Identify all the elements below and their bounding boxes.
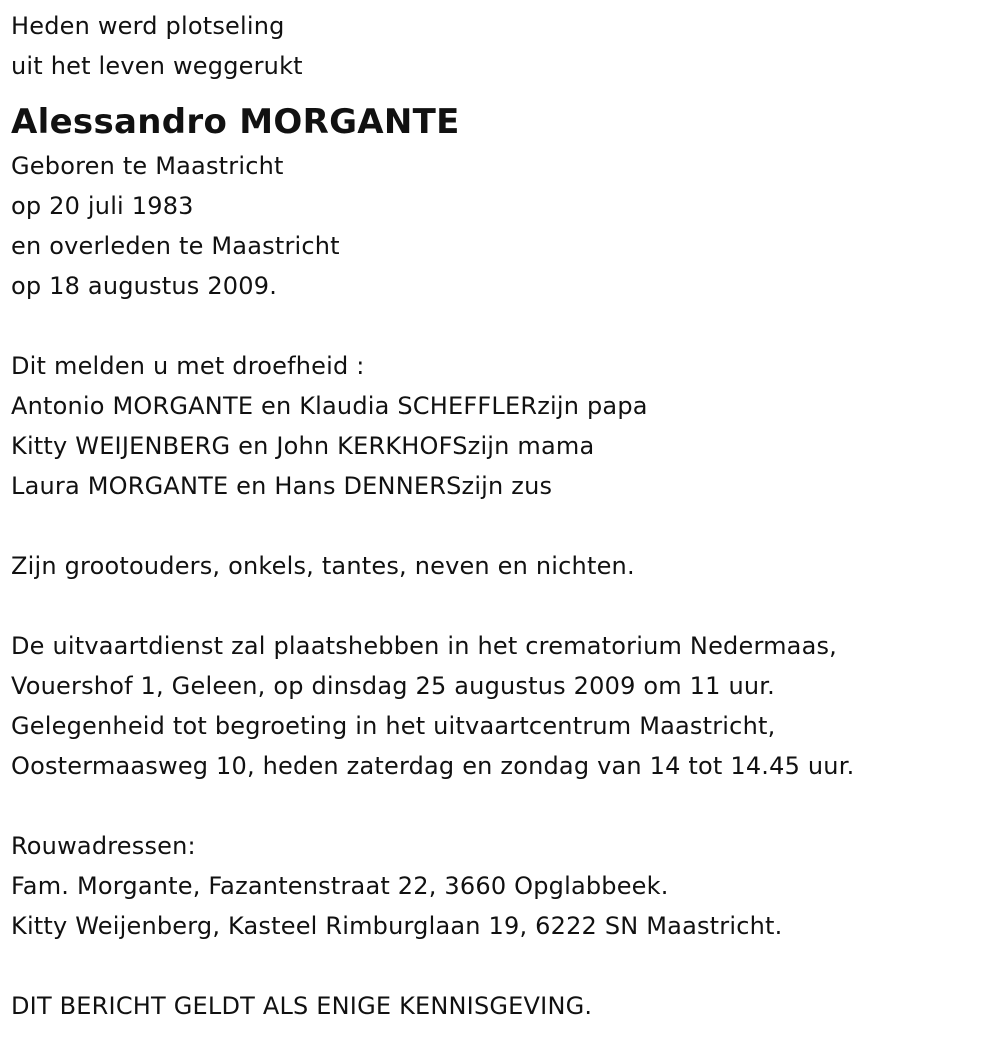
address-line: Kitty Weijenberg, Kasteel Rimburglaan 19, 6222 SN Maastricht. [11,912,783,940]
death-date: op 18 augustus 2009. [11,272,278,300]
death-notice [11,6,991,1026]
closing-statement: DIT BERICHT GELDT ALS ENIGE KENNISGEVING. [11,992,593,1020]
service-line: Oostermaasweg 10, heden zaterdag en zondag van 14 tot 14.45 uur. [11,752,855,780]
intro-line: uit het leven weggerukt [11,52,303,80]
address-line: Fam. Morgante, Fazantenstraat 22, 3660 Opglabbeek. [11,872,669,900]
service-block [11,626,991,786]
spacer [11,306,991,346]
spacer [11,946,991,986]
intro-line: Heden werd plotseling [11,12,285,40]
mourner-line: Antonio MORGANTE en Klaudia SCHEFFLERzijn papa [11,392,648,420]
addresses-heading: Rouwadressen: [11,832,196,860]
mourners-intro: Dit melden u met droefheid : [11,352,365,380]
birth-place: Geboren te Maastricht [11,152,284,180]
death-place: en overleden te Maastricht [11,232,340,260]
spacer [11,586,991,626]
intro-block [11,6,991,86]
addresses-block [11,826,991,946]
mourners-block [11,346,991,506]
service-line: Vouershof 1, Geleen, op dinsdag 25 augustus 2009 om 11 uur. [11,672,775,700]
deceased-name: Alessandro MORGANTE [11,102,460,142]
service-line: De uitvaartdienst zal plaatshebben in het crematorium Nedermaas, [11,632,838,660]
birth-date: op 20 juli 1983 [11,192,194,220]
spacer [11,786,991,826]
mourner-line: Laura MORGANTE en Hans DENNERSzijn zus [11,472,553,500]
life-details-block [11,146,991,306]
spacer [11,506,991,546]
mourner-line: Kitty WEIJENBERG en John KERKHOFSzijn mama [11,432,595,460]
relatives-line: Zijn grootouders, onkels, tantes, neven en nichten. [11,552,635,580]
service-line: Gelegenheid tot begroeting in het uitvaartcentrum Maastricht, [11,712,776,740]
